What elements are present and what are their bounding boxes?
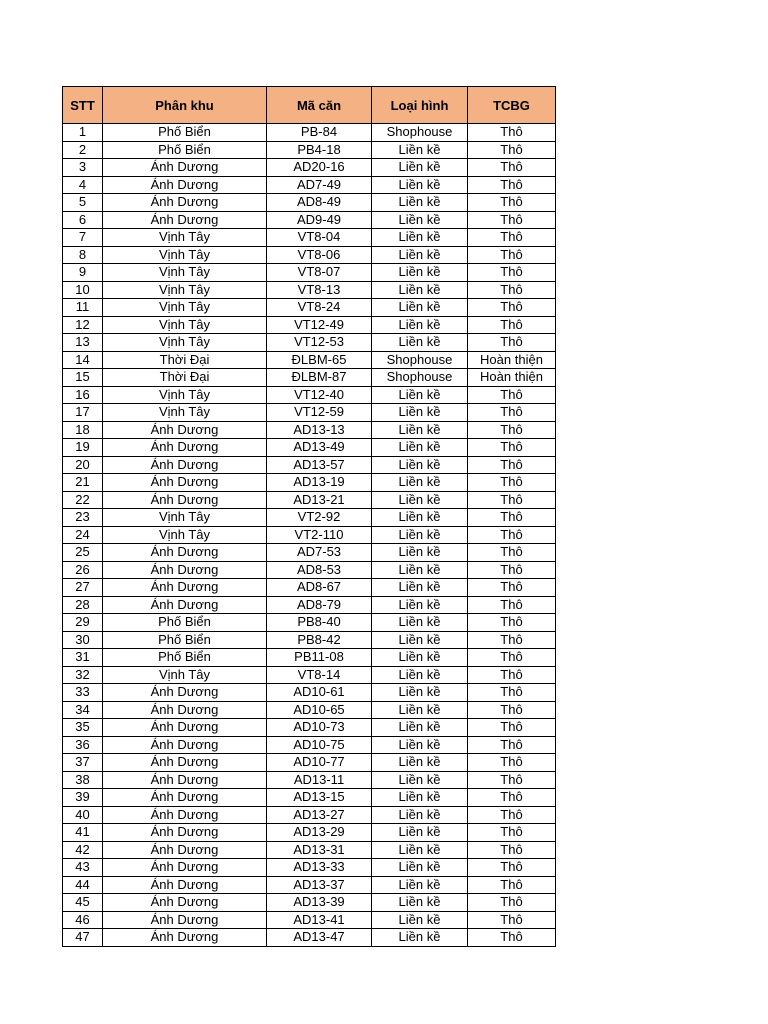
cell-unit-code[interactable]: AD7-53 (267, 544, 372, 562)
cell-stt[interactable]: 37 (63, 754, 103, 772)
cell-stt[interactable]: 35 (63, 719, 103, 737)
cell-stt[interactable]: 14 (63, 351, 103, 369)
header-row (63, 87, 556, 124)
cell-stt[interactable]: 1 (63, 124, 103, 142)
cell-tcbg[interactable]: Thô (468, 666, 556, 684)
cell-zone[interactable]: Phố Biển (103, 141, 267, 159)
cell-zone[interactable]: Ánh Dương (103, 824, 267, 842)
cell-stt[interactable]: 13 (63, 334, 103, 352)
cell-unit-code[interactable]: AD10-77 (267, 754, 372, 772)
cell-zone[interactable]: Ánh Dương (103, 211, 267, 229)
table-row (63, 614, 556, 632)
cell-unit-type[interactable]: Liền kề (372, 421, 468, 439)
table-row (63, 911, 556, 929)
cell-stt[interactable]: 27 (63, 579, 103, 597)
cell-tcbg[interactable]: Thô (468, 229, 556, 247)
cell-unit-type[interactable]: Liền kề (372, 614, 468, 632)
cell-unit-code[interactable]: AD8-79 (267, 596, 372, 614)
cell-tcbg[interactable]: Hoàn thiện (468, 351, 556, 369)
cell-unit-code[interactable]: AD13-11 (267, 771, 372, 789)
table-row (63, 701, 556, 719)
cell-unit-code[interactable]: AD13-29 (267, 824, 372, 842)
cell-unit-code[interactable]: AD13-57 (267, 456, 372, 474)
cell-zone[interactable]: Ánh Dương (103, 859, 267, 877)
cell-tcbg[interactable]: Thô (468, 806, 556, 824)
table-row (63, 824, 556, 842)
cell-tcbg[interactable]: Thô (468, 334, 556, 352)
cell-stt[interactable]: 39 (63, 789, 103, 807)
table-row (63, 194, 556, 212)
cell-zone[interactable]: Ánh Dương (103, 491, 267, 509)
cell-tcbg[interactable]: Thô (468, 211, 556, 229)
cell-unit-type[interactable]: Liền kề (372, 334, 468, 352)
cell-unit-type[interactable]: Liền kề (372, 719, 468, 737)
cell-unit-code[interactable]: VT12-53 (267, 334, 372, 352)
table-row (63, 229, 556, 247)
spreadsheet-sheet (62, 86, 556, 947)
cell-zone[interactable]: Vịnh Tây (103, 229, 267, 247)
cell-tcbg[interactable]: Thô (468, 421, 556, 439)
cell-tcbg[interactable]: Thô (468, 561, 556, 579)
cell-tcbg[interactable]: Thô (468, 824, 556, 842)
cell-tcbg[interactable]: Thô (468, 159, 556, 177)
cell-unit-code[interactable]: AD13-13 (267, 421, 372, 439)
cell-stt[interactable]: 5 (63, 194, 103, 212)
cell-zone[interactable]: Vịnh Tây (103, 299, 267, 317)
cell-unit-type[interactable]: Liền kề (372, 246, 468, 264)
cell-stt[interactable]: 2 (63, 141, 103, 159)
cell-unit-code[interactable]: VT12-40 (267, 386, 372, 404)
header-unit-code[interactable]: Mã căn (267, 87, 372, 124)
cell-tcbg[interactable]: Thô (468, 299, 556, 317)
cell-zone[interactable]: Thời Đại (103, 369, 267, 387)
table-row (63, 841, 556, 859)
cell-unit-type[interactable]: Liền kề (372, 194, 468, 212)
cell-unit-type[interactable]: Liền kề (372, 281, 468, 299)
cell-unit-type[interactable]: Liền kề (372, 894, 468, 912)
cell-zone[interactable]: Vịnh Tây (103, 404, 267, 422)
table-row (63, 544, 556, 562)
cell-unit-type[interactable]: Shophouse (372, 124, 468, 142)
cell-zone[interactable]: Ánh Dương (103, 439, 267, 457)
cell-unit-type[interactable]: Liền kề (372, 929, 468, 947)
cell-zone[interactable]: Ánh Dương (103, 929, 267, 947)
cell-unit-code[interactable]: PB8-42 (267, 631, 372, 649)
cell-stt[interactable]: 41 (63, 824, 103, 842)
cell-tcbg[interactable]: Thô (468, 579, 556, 597)
cell-unit-code[interactable]: AD9-49 (267, 211, 372, 229)
cell-unit-type[interactable]: Liền kề (372, 806, 468, 824)
cell-unit-type[interactable]: Liền kề (372, 544, 468, 562)
header-unit-type[interactable]: Loại hình (372, 87, 468, 124)
cell-unit-code[interactable]: AD10-73 (267, 719, 372, 737)
cell-tcbg[interactable]: Thô (468, 474, 556, 492)
table-row (63, 211, 556, 229)
unit-list-table (62, 86, 556, 947)
table-row (63, 754, 556, 772)
cell-unit-type[interactable]: Liền kề (372, 841, 468, 859)
cell-unit-code[interactable]: AD7-49 (267, 176, 372, 194)
table-row (63, 281, 556, 299)
cell-zone[interactable]: Ánh Dương (103, 736, 267, 754)
cell-stt[interactable]: 29 (63, 614, 103, 632)
table-row (63, 404, 556, 422)
cell-unit-type[interactable]: Liền kề (372, 439, 468, 457)
cell-stt[interactable]: 4 (63, 176, 103, 194)
table-row (63, 561, 556, 579)
cell-stt[interactable]: 8 (63, 246, 103, 264)
cell-zone[interactable]: Phố Biển (103, 649, 267, 667)
cell-stt[interactable]: 11 (63, 299, 103, 317)
cell-unit-code[interactable]: VT12-59 (267, 404, 372, 422)
cell-tcbg[interactable]: Thô (468, 544, 556, 562)
cell-zone[interactable]: Ánh Dương (103, 876, 267, 894)
cell-zone[interactable]: Ánh Dương (103, 911, 267, 929)
cell-tcbg[interactable]: Thô (468, 404, 556, 422)
table-row (63, 806, 556, 824)
cell-zone[interactable]: Ánh Dương (103, 806, 267, 824)
cell-unit-code[interactable]: AD13-27 (267, 806, 372, 824)
cell-tcbg[interactable]: Hoàn thiện (468, 369, 556, 387)
cell-tcbg[interactable]: Thô (468, 719, 556, 737)
table-row (63, 491, 556, 509)
cell-zone[interactable]: Ánh Dương (103, 421, 267, 439)
cell-zone[interactable]: Ánh Dương (103, 701, 267, 719)
cell-tcbg[interactable]: Thô (468, 124, 556, 142)
table-row (63, 631, 556, 649)
cell-zone[interactable]: Ánh Dương (103, 194, 267, 212)
cell-unit-code[interactable]: ĐLBM-87 (267, 369, 372, 387)
cell-stt[interactable]: 7 (63, 229, 103, 247)
cell-tcbg[interactable]: Thô (468, 771, 556, 789)
cell-unit-code[interactable]: AD13-15 (267, 789, 372, 807)
header-stt[interactable]: STT (63, 87, 103, 124)
cell-zone[interactable]: Vịnh Tây (103, 246, 267, 264)
table-row (63, 141, 556, 159)
cell-stt[interactable]: 21 (63, 474, 103, 492)
cell-stt[interactable]: 43 (63, 859, 103, 877)
cell-unit-code[interactable]: VT8-06 (267, 246, 372, 264)
cell-unit-type[interactable]: Liền kề (372, 876, 468, 894)
cell-stt[interactable]: 22 (63, 491, 103, 509)
cell-tcbg[interactable]: Thô (468, 281, 556, 299)
cell-stt[interactable]: 47 (63, 929, 103, 947)
cell-tcbg[interactable]: Thô (468, 141, 556, 159)
cell-tcbg[interactable]: Thô (468, 596, 556, 614)
table-row (63, 649, 556, 667)
table-row (63, 789, 556, 807)
cell-stt[interactable]: 36 (63, 736, 103, 754)
cell-unit-code[interactable]: AD8-53 (267, 561, 372, 579)
cell-unit-code[interactable]: VT8-14 (267, 666, 372, 684)
cell-unit-code[interactable]: PB-84 (267, 124, 372, 142)
cell-zone[interactable]: Ánh Dương (103, 789, 267, 807)
table-row (63, 386, 556, 404)
header-tcbg[interactable]: TCBG (468, 87, 556, 124)
cell-stt[interactable]: 32 (63, 666, 103, 684)
cell-stt[interactable]: 19 (63, 439, 103, 457)
table-row (63, 736, 556, 754)
cell-stt[interactable]: 33 (63, 684, 103, 702)
cell-tcbg[interactable]: Thô (468, 894, 556, 912)
cell-unit-type[interactable]: Liền kề (372, 771, 468, 789)
cell-stt[interactable]: 23 (63, 509, 103, 527)
table-row (63, 719, 556, 737)
cell-unit-code[interactable]: VT8-07 (267, 264, 372, 282)
table-row (63, 929, 556, 947)
cell-stt[interactable]: 24 (63, 526, 103, 544)
cell-unit-type[interactable]: Liền kề (372, 491, 468, 509)
cell-unit-code[interactable]: VT2-110 (267, 526, 372, 544)
cell-zone[interactable]: Vịnh Tây (103, 386, 267, 404)
cell-zone[interactable]: Ánh Dương (103, 596, 267, 614)
cell-stt[interactable]: 12 (63, 316, 103, 334)
cell-stt[interactable]: 9 (63, 264, 103, 282)
cell-zone[interactable]: Vịnh Tây (103, 666, 267, 684)
cell-unit-code[interactable]: AD13-47 (267, 929, 372, 947)
cell-tcbg[interactable]: Thô (468, 194, 556, 212)
cell-tcbg[interactable]: Thô (468, 841, 556, 859)
cell-stt[interactable]: 34 (63, 701, 103, 719)
cell-unit-code[interactable]: AD13-41 (267, 911, 372, 929)
table-body (63, 124, 556, 947)
cell-unit-type[interactable]: Liền kề (372, 754, 468, 772)
cell-unit-code[interactable]: AD10-75 (267, 736, 372, 754)
cell-tcbg[interactable]: Thô (468, 859, 556, 877)
table-row (63, 526, 556, 544)
cell-unit-type[interactable]: Liền kề (372, 229, 468, 247)
table-row (63, 316, 556, 334)
cell-unit-code[interactable]: AD13-19 (267, 474, 372, 492)
cell-unit-type[interactable]: Liền kề (372, 509, 468, 527)
cell-zone[interactable]: Ánh Dương (103, 159, 267, 177)
cell-unit-type[interactable]: Liền kề (372, 404, 468, 422)
cell-tcbg[interactable]: Thô (468, 491, 556, 509)
cell-stt[interactable]: 20 (63, 456, 103, 474)
cell-stt[interactable]: 17 (63, 404, 103, 422)
cell-zone[interactable]: Ánh Dương (103, 456, 267, 474)
cell-zone[interactable]: Phố Biển (103, 124, 267, 142)
cell-tcbg[interactable]: Thô (468, 176, 556, 194)
cell-tcbg[interactable]: Thô (468, 614, 556, 632)
cell-unit-type[interactable]: Liền kề (372, 299, 468, 317)
cell-stt[interactable]: 10 (63, 281, 103, 299)
cell-unit-code[interactable]: AD10-61 (267, 684, 372, 702)
cell-zone[interactable]: Vịnh Tây (103, 316, 267, 334)
cell-unit-code[interactable]: AD13-49 (267, 439, 372, 457)
cell-stt[interactable]: 18 (63, 421, 103, 439)
table-row (63, 439, 556, 457)
cell-unit-type[interactable]: Liền kề (372, 579, 468, 597)
cell-unit-code[interactable]: AD8-67 (267, 579, 372, 597)
cell-unit-type[interactable]: Liền kề (372, 211, 468, 229)
table-row (63, 509, 556, 527)
cell-stt[interactable]: 38 (63, 771, 103, 789)
cell-unit-type[interactable]: Liền kề (372, 684, 468, 702)
table-header (63, 87, 556, 124)
cell-unit-type[interactable]: Liền kề (372, 456, 468, 474)
table-row (63, 579, 556, 597)
cell-tcbg[interactable]: Thô (468, 649, 556, 667)
cell-zone[interactable]: Ánh Dương (103, 561, 267, 579)
table-row (63, 264, 556, 282)
cell-tcbg[interactable]: Thô (468, 246, 556, 264)
cell-zone[interactable]: Ánh Dương (103, 841, 267, 859)
cell-unit-type[interactable]: Liền kề (372, 859, 468, 877)
cell-unit-code[interactable]: VT2-92 (267, 509, 372, 527)
cell-unit-type[interactable]: Liền kề (372, 561, 468, 579)
cell-unit-type[interactable]: Liền kề (372, 474, 468, 492)
table-row (63, 684, 556, 702)
cell-unit-type[interactable]: Liền kề (372, 141, 468, 159)
cell-zone[interactable]: Ánh Dương (103, 894, 267, 912)
cell-zone[interactable]: Vịnh Tây (103, 334, 267, 352)
table-row (63, 894, 556, 912)
table-row (63, 474, 556, 492)
cell-stt[interactable]: 30 (63, 631, 103, 649)
cell-unit-type[interactable]: Liền kề (372, 649, 468, 667)
table-row (63, 334, 556, 352)
table-row (63, 456, 556, 474)
table-row (63, 246, 556, 264)
cell-tcbg[interactable]: Thô (468, 911, 556, 929)
cell-zone[interactable]: Thời Đại (103, 351, 267, 369)
cell-unit-code[interactable]: VT8-04 (267, 229, 372, 247)
cell-unit-code[interactable]: PB11-08 (267, 649, 372, 667)
cell-zone[interactable]: Ánh Dương (103, 719, 267, 737)
cell-unit-type[interactable]: Shophouse (372, 351, 468, 369)
cell-tcbg[interactable]: Thô (468, 876, 556, 894)
cell-stt[interactable]: 15 (63, 369, 103, 387)
cell-tcbg[interactable]: Thô (468, 631, 556, 649)
cell-stt[interactable]: 31 (63, 649, 103, 667)
cell-stt[interactable]: 45 (63, 894, 103, 912)
cell-unit-code[interactable]: AD10-65 (267, 701, 372, 719)
cell-zone[interactable]: Ánh Dương (103, 474, 267, 492)
cell-tcbg[interactable]: Thô (468, 754, 556, 772)
cell-zone[interactable]: Vịnh Tây (103, 509, 267, 527)
table-row (63, 159, 556, 177)
cell-unit-type[interactable]: Liền kề (372, 596, 468, 614)
cell-zone[interactable]: Phố Biển (103, 631, 267, 649)
cell-zone[interactable]: Vịnh Tây (103, 526, 267, 544)
cell-tcbg[interactable]: Thô (468, 789, 556, 807)
cell-stt[interactable]: 46 (63, 911, 103, 929)
cell-stt[interactable]: 40 (63, 806, 103, 824)
table-row (63, 859, 556, 877)
cell-tcbg[interactable]: Thô (468, 386, 556, 404)
cell-tcbg[interactable]: Thô (468, 316, 556, 334)
cell-unit-code[interactable]: AD13-33 (267, 859, 372, 877)
cell-unit-code[interactable]: AD13-39 (267, 894, 372, 912)
cell-unit-code[interactable]: AD13-31 (267, 841, 372, 859)
table-row (63, 124, 556, 142)
cell-zone[interactable]: Vịnh Tây (103, 281, 267, 299)
cell-unit-type[interactable]: Liền kề (372, 789, 468, 807)
cell-zone[interactable]: Ánh Dương (103, 684, 267, 702)
cell-stt[interactable]: 26 (63, 561, 103, 579)
cell-stt[interactable]: 3 (63, 159, 103, 177)
cell-tcbg[interactable]: Thô (468, 456, 556, 474)
cell-zone[interactable]: Ánh Dương (103, 579, 267, 597)
cell-zone[interactable]: Phố Biển (103, 614, 267, 632)
cell-unit-code[interactable]: AD13-37 (267, 876, 372, 894)
cell-zone[interactable]: Ánh Dương (103, 544, 267, 562)
cell-tcbg[interactable]: Thô (468, 701, 556, 719)
cell-stt[interactable]: 6 (63, 211, 103, 229)
cell-unit-code[interactable]: ĐLBM-65 (267, 351, 372, 369)
cell-stt[interactable]: 28 (63, 596, 103, 614)
table-row (63, 351, 556, 369)
cell-zone[interactable]: Ánh Dương (103, 754, 267, 772)
cell-unit-code[interactable]: AD13-21 (267, 491, 372, 509)
cell-stt[interactable]: 44 (63, 876, 103, 894)
table-row (63, 596, 556, 614)
cell-zone[interactable]: Ánh Dương (103, 176, 267, 194)
table-row (63, 876, 556, 894)
cell-unit-type[interactable]: Liền kề (372, 176, 468, 194)
cell-unit-code[interactable]: VT8-13 (267, 281, 372, 299)
cell-unit-type[interactable]: Liền kề (372, 386, 468, 404)
cell-unit-type[interactable]: Liền kề (372, 736, 468, 754)
table-row (63, 421, 556, 439)
cell-unit-code[interactable]: PB4-18 (267, 141, 372, 159)
cell-unit-type[interactable]: Shophouse (372, 369, 468, 387)
table-row (63, 299, 556, 317)
cell-zone[interactable]: Vịnh Tây (103, 264, 267, 282)
cell-unit-type[interactable]: Liền kề (372, 666, 468, 684)
cell-unit-code[interactable]: AD8-49 (267, 194, 372, 212)
cell-stt[interactable]: 25 (63, 544, 103, 562)
cell-unit-type[interactable]: Liền kề (372, 911, 468, 929)
cell-tcbg[interactable]: Thô (468, 526, 556, 544)
cell-tcbg[interactable]: Thô (468, 684, 556, 702)
cell-stt[interactable]: 42 (63, 841, 103, 859)
cell-tcbg[interactable]: Thô (468, 439, 556, 457)
cell-unit-code[interactable]: VT12-49 (267, 316, 372, 334)
table-row (63, 369, 556, 387)
cell-tcbg[interactable]: Thô (468, 509, 556, 527)
table-row (63, 176, 556, 194)
cell-unit-code[interactable]: PB8-40 (267, 614, 372, 632)
cell-unit-type[interactable]: Liền kề (372, 701, 468, 719)
cell-unit-code[interactable]: VT8-24 (267, 299, 372, 317)
cell-unit-type[interactable]: Liền kề (372, 631, 468, 649)
cell-unit-type[interactable]: Liền kề (372, 264, 468, 282)
cell-tcbg[interactable]: Thô (468, 736, 556, 754)
cell-tcbg[interactable]: Thô (468, 929, 556, 947)
cell-unit-code[interactable]: AD20-16 (267, 159, 372, 177)
header-zone[interactable]: Phân khu (103, 87, 267, 124)
cell-unit-type[interactable]: Liền kề (372, 316, 468, 334)
cell-unit-type[interactable]: Liền kề (372, 526, 468, 544)
cell-unit-type[interactable]: Liền kề (372, 159, 468, 177)
cell-stt[interactable]: 16 (63, 386, 103, 404)
cell-tcbg[interactable]: Thô (468, 264, 556, 282)
table-row (63, 666, 556, 684)
cell-zone[interactable]: Ánh Dương (103, 771, 267, 789)
cell-unit-type[interactable]: Liền kề (372, 824, 468, 842)
table-row (63, 771, 556, 789)
